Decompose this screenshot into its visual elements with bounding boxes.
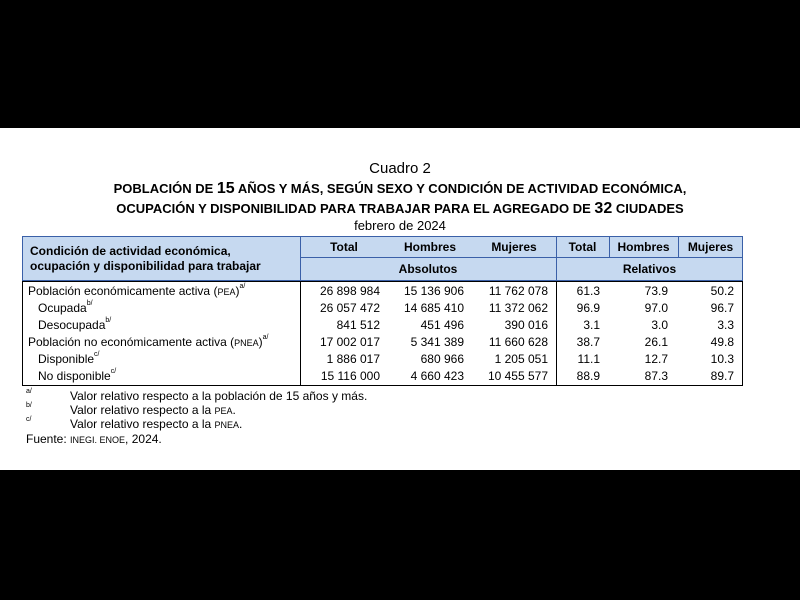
table-row: [0, 284, 800, 300]
cell-mujeres-rel: 50.2: [710, 284, 734, 298]
cell-hombres: 451 496: [420, 318, 464, 332]
cell-hombres-rel: 12.7: [644, 352, 668, 366]
column-header-mujeres: Mujeres: [491, 240, 537, 254]
footnote-mark: a/: [26, 388, 32, 395]
group-header-absolutos: Absolutos: [398, 262, 458, 276]
column-header-hombres: Hombres: [403, 240, 456, 254]
header-divider: [300, 257, 743, 258]
table-title-line-2: OCUPACIÓN Y DISPONIBILIDAD PARA TRABAJAR PARA EL AGREGADO DE 32 CIUDADES: [116, 200, 684, 217]
source-note: Fuente: INEGI. ENOE, 2024.: [26, 432, 162, 446]
column-header-mujeres-rel: Mujeres: [687, 240, 734, 254]
document-page: [0, 128, 800, 470]
cell-mujeres: 390 016: [504, 318, 548, 332]
cell-total: 1 886 017: [326, 352, 380, 366]
row-label: Población no económicamente activa (PNEA)$^{a/}$: [28, 334, 269, 349]
cell-total-rel: 3.1: [583, 318, 600, 332]
table-period: febrero de 2024: [354, 218, 446, 233]
footnote-text: Valor relativo respecto a la PEA.: [70, 403, 236, 417]
table-row: [0, 335, 800, 351]
row-label: Ocupada$^{b/}$: [38, 300, 93, 315]
cell-total: 26 057 472: [319, 301, 380, 315]
table-row: [0, 352, 800, 368]
column-header-total-rel: Total: [568, 240, 597, 254]
footnote-mark: b/: [26, 402, 32, 409]
footnote-text: Valor relativo respecto a la PNEA.: [70, 417, 243, 431]
table-top-rule: [22, 281, 743, 282]
cell-hombres: 680 966: [420, 352, 464, 366]
footnote-mark: c/: [26, 416, 32, 423]
cell-hombres-rel: 73.9: [644, 284, 668, 298]
row-label: Población económicamente activa (PEA)$^{a/}$: [28, 283, 246, 298]
row-label: No disponible$^{c/}$: [38, 368, 117, 383]
cell-mujeres: 11 372 062: [488, 301, 548, 315]
cell-mujeres: 1 205 051: [494, 352, 548, 366]
cell-total-rel: 11.1: [577, 352, 600, 366]
table-row: [0, 318, 800, 334]
cell-total: 26 898 984: [319, 284, 380, 298]
table-bottom-rule: [22, 385, 743, 386]
column-header-total: Total: [330, 240, 358, 254]
row-label: Desocupada$^{b/}$: [38, 317, 112, 332]
cell-total: 15 116 000: [320, 369, 380, 383]
cell-mujeres: 10 455 577: [487, 369, 548, 383]
header-stub-line-2: ocupación y disponibilidad para trabajar: [30, 259, 261, 273]
cell-hombres: 5 341 389: [410, 335, 464, 349]
column-header-hombres-rel: Hombres: [617, 240, 670, 254]
cell-hombres: 15 136 906: [403, 284, 464, 298]
cell-total: 841 512: [336, 318, 380, 332]
table-number: Cuadro 2: [369, 160, 431, 177]
cell-hombres-rel: 3.0: [651, 318, 668, 332]
row-label: Disponible$^{c/}$: [38, 351, 100, 366]
cell-hombres-rel: 87.3: [644, 369, 668, 383]
cell-mujeres: 11 762 078: [488, 284, 548, 298]
table-row: [0, 369, 800, 385]
header-stub-line-1: Condición de actividad económica,: [30, 244, 231, 258]
cell-hombres-rel: 26.1: [644, 335, 668, 349]
cell-mujeres-rel: 89.7: [710, 369, 734, 383]
cell-mujeres-rel: 96.7: [710, 301, 734, 315]
group-header-relativos: Relativos: [622, 262, 677, 276]
cell-hombres: 14 685 410: [403, 301, 464, 315]
cell-hombres-rel: 97.0: [644, 301, 668, 315]
cell-mujeres-rel: 10.3: [710, 352, 734, 366]
cell-total-rel: 61.3: [576, 284, 600, 298]
cell-total-rel: 38.7: [576, 335, 600, 349]
cell-hombres: 4 660 423: [410, 369, 464, 383]
cell-mujeres: 11 660 628: [488, 335, 548, 349]
cell-total-rel: 88.9: [576, 369, 600, 383]
cell-total: 17 002 017: [319, 335, 380, 349]
cell-mujeres-rel: 49.8: [710, 335, 734, 349]
cell-total-rel: 96.9: [576, 301, 600, 315]
table-title-line-1: POBLACIÓN DE 15 AÑOS Y MÁS, SEGÚN SEXO Y CONDICIÓN DE ACTIVIDAD ECONÓMICA,: [113, 180, 687, 197]
table-row: [0, 301, 800, 317]
footnote-text: Valor relativo respecto a la población de 15 años y más.: [70, 389, 368, 403]
cell-mujeres-rel: 3.3: [717, 318, 734, 332]
